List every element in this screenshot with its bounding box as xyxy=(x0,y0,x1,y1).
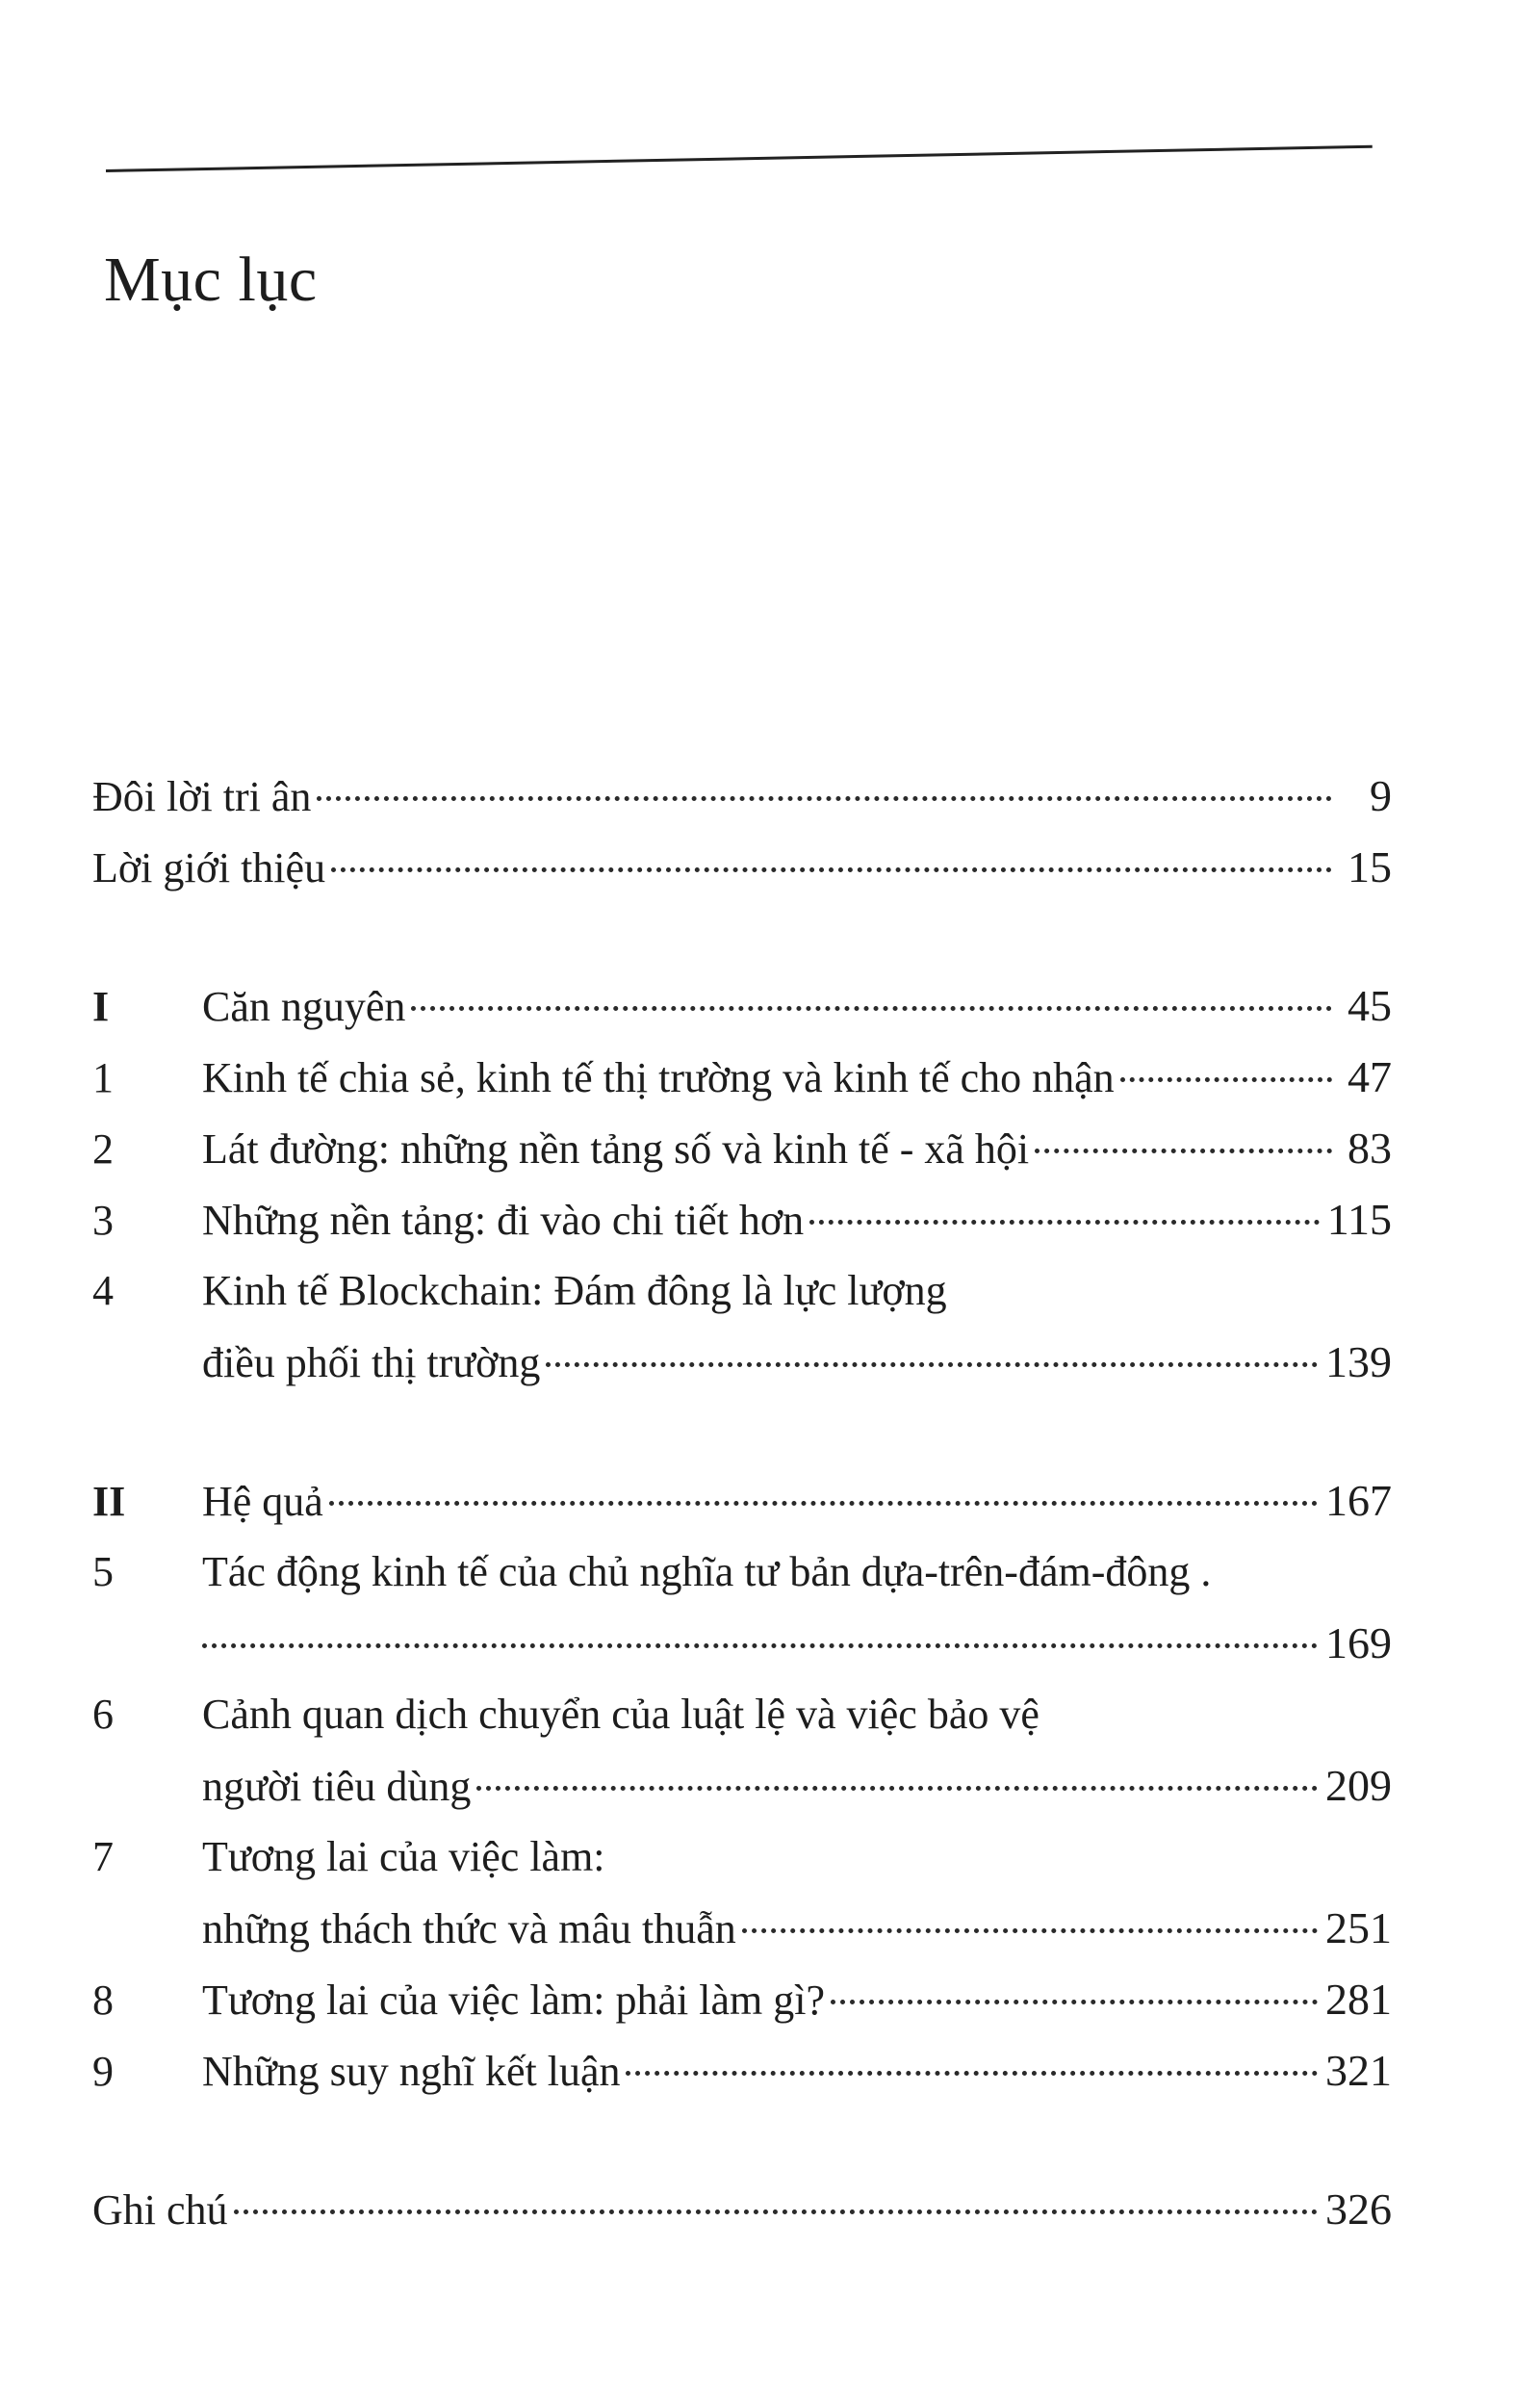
back-matter-group xyxy=(92,2174,1392,2245)
dot-leader xyxy=(809,1220,1320,1225)
toc-entry-label: Lời giới thiệu xyxy=(92,844,326,891)
chapter-number: 2 xyxy=(92,1125,114,1173)
chapter-number: 5 xyxy=(92,1548,114,1595)
toc-page-number: 281 xyxy=(1325,1975,1392,2024)
chapter-number: 1 xyxy=(92,1054,114,1101)
chapter-number: 8 xyxy=(92,1977,114,2024)
toc-page-number: 321 xyxy=(1325,2046,1392,2095)
toc-chapter-9[interactable] xyxy=(92,2035,1392,2106)
part-label: Hệ quả xyxy=(202,1478,323,1525)
part-2-group xyxy=(92,1465,1392,2106)
toc-part-2[interactable] xyxy=(92,1465,1392,1537)
toc-chapter-8[interactable] xyxy=(92,1964,1392,2035)
chapter-label: Những nền tảng: đi vào chi tiết hơn xyxy=(202,1197,805,1244)
dot-leader xyxy=(317,796,1332,801)
toc-page-number: 169 xyxy=(1325,1618,1392,1667)
toc-chapter-5[interactable] xyxy=(92,1537,1392,1679)
table-of-contents xyxy=(92,761,1392,2313)
part-numeral: I xyxy=(92,983,110,1030)
chapter-number: 9 xyxy=(92,2048,114,2095)
front-matter-group xyxy=(92,761,1392,903)
dot-leader xyxy=(831,2000,1318,2004)
chapter-label-continued: những thách thức và mâu thuẫn xyxy=(202,1905,736,1952)
toc-part-1[interactable] xyxy=(92,970,1392,1042)
page-title: Mục lục xyxy=(104,245,318,315)
chapter-label: Cảnh quan dịch chuyển của luật lệ và việc bảo vệ xyxy=(202,1691,1040,1738)
chapter-label: Kinh tế chia sẻ, kinh tế thị trường và kinh tế cho nhận xyxy=(202,1054,1115,1101)
toc-page-number: 15 xyxy=(1348,842,1392,891)
chapter-label-continued: người tiêu dùng xyxy=(202,1763,472,1810)
chapter-number: 7 xyxy=(92,1833,114,1880)
toc-chapter-7[interactable] xyxy=(92,1822,1392,1964)
chapter-label: Tác động kinh tế của chủ nghĩa tư bản dựa-trên-đám-đông . xyxy=(202,1548,1212,1595)
chapter-number: 4 xyxy=(92,1267,114,1314)
chapter-label: Tương lai của việc làm: xyxy=(202,1833,605,1880)
toc-page-number: 167 xyxy=(1325,1476,1392,1525)
header-rule xyxy=(106,145,1373,172)
toc-page-number: 326 xyxy=(1325,2184,1392,2234)
toc-entry-notes[interactable] xyxy=(92,2174,1392,2245)
toc-entry-introduction[interactable] xyxy=(92,832,1392,903)
dot-leader xyxy=(1120,1077,1332,1082)
toc-chapter-4[interactable] xyxy=(92,1255,1392,1398)
chapter-number: 6 xyxy=(92,1691,114,1738)
toc-page-number: 115 xyxy=(1326,1195,1392,1244)
toc-page-number: 209 xyxy=(1325,1761,1392,1810)
toc-page-number: 83 xyxy=(1348,1124,1392,1173)
part-label: Căn nguyên xyxy=(202,983,406,1030)
chapter-label: Những suy nghĩ kết luận xyxy=(202,2048,621,2095)
dot-leader xyxy=(546,1362,1318,1367)
chapter-number: 3 xyxy=(92,1197,114,1244)
toc-page-number: 45 xyxy=(1348,981,1392,1030)
toc-page-number: 139 xyxy=(1325,1337,1392,1386)
dot-leader xyxy=(411,1006,1332,1011)
dot-leader xyxy=(234,2209,1318,2214)
part-numeral: II xyxy=(92,1478,126,1525)
dot-leader xyxy=(626,2071,1318,2076)
toc-page-number: 9 xyxy=(1370,771,1392,820)
toc-page-number: 251 xyxy=(1325,1903,1392,1952)
chapter-label: Kinh tế Blockchain: Đám đông là lực lượng xyxy=(202,1267,947,1314)
dot-leader xyxy=(742,1928,1318,1933)
toc-page-number: 47 xyxy=(1348,1052,1392,1101)
chapter-label: Tương lai của việc làm: phải làm gì? xyxy=(202,1977,826,2024)
chapter-label: Lát đường: những nền tảng số và kinh tế - xã hội xyxy=(202,1125,1030,1173)
chapter-label-continued: điều phối thị trường xyxy=(202,1339,541,1386)
dot-leader xyxy=(202,1643,1318,1648)
toc-chapter-1[interactable] xyxy=(92,1042,1392,1113)
toc-entry-acknowledgements[interactable] xyxy=(92,761,1392,832)
toc-entry-label: Ghi chú xyxy=(92,2186,228,2234)
dot-leader xyxy=(329,1501,1318,1506)
part-1-group xyxy=(92,970,1392,1398)
dot-leader xyxy=(1035,1149,1332,1153)
dot-leader xyxy=(331,867,1332,872)
toc-chapter-2[interactable] xyxy=(92,1113,1392,1184)
toc-chapter-6[interactable] xyxy=(92,1679,1392,1822)
toc-chapter-3[interactable] xyxy=(92,1184,1392,1255)
dot-leader xyxy=(476,1786,1318,1791)
toc-entry-label: Đôi lời tri ân xyxy=(92,773,312,820)
